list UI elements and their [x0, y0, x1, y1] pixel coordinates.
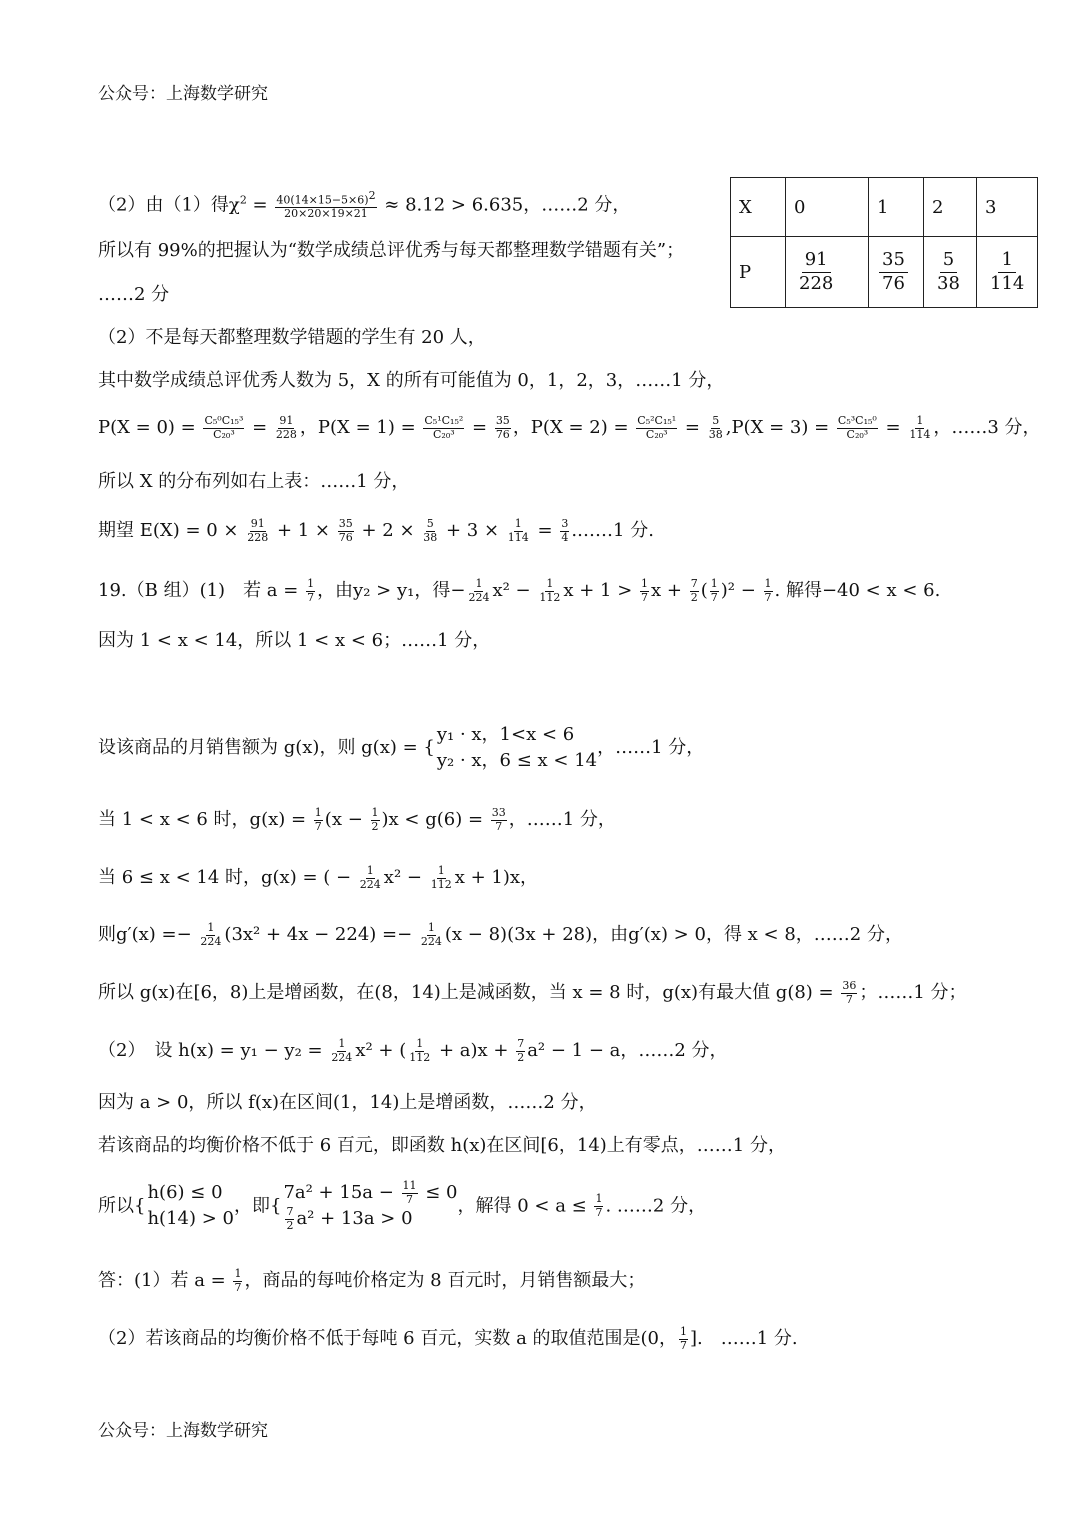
line-part2-h: （2） 设 h(x) = y₁ − y₂ = $\frac{1}{224}$ x² + ( $\frac{1}{112}$ + a)x + $\frac{7}{2}$ a² − 1 − a，……2 分，: [98, 1037, 728, 1064]
line-system: 所以{ h(6) ≤ 0 h(14) > 0 ，即{ 7a² + 15a − $\frac{11}{7}$ ≤ 0 $\frac{7}{2}$ a² + 13a > 0 ，解得 0 < a ≤ $\frac{1}{7}$ . ……2 分，: [98, 1179, 707, 1232]
line-piecewise: 设该商品的月销售额为 g(x)，则 g(x) = { y₁ · x，1<x < 6 y₂ · x，6 ≤ x < 14 ，……1 分，: [98, 724, 705, 772]
line-conclusion: 所以有 99%的把握认为“数学成绩总评优秀与每天都整理数学错题有关”；: [98, 240, 685, 261]
p-label: P: [731, 237, 786, 308]
line-case2: 当 6 ≤ x < 14 时，g(x) = ( − $\frac{1}{224}$ x² − $\frac{1}{112}$ x + 1)x，: [98, 864, 539, 891]
table-row-x: [731, 178, 1038, 237]
p-value: $\frac{1}{114}$: [977, 237, 1038, 308]
line-probabilities: P(X = 0) = $\frac{\text{C₅⁰C₁₅³}}{\text{C₂₀³}}$ = $\frac{91}{228}$ ，P(X = 1) = $\frac{\text{C₅¹C₁₅²}}{\text{C₂₀³}}$ = $\frac{35}{76}$ ，P(X = 2) = $\frac{\text{C₅²C₁₅¹}}{\text{C₂₀³}}$ = $\frac{5}{38}$ ,P(X = 3) = $\frac{\text{C₅³C₁₅⁰}}{\text{C₂₀³}}$ = $\frac{1}{114}$ ，……3 分，: [98, 414, 1041, 441]
line-score: ……2 分: [98, 284, 170, 305]
line-q19-part1: 19.（B 组）(1) 若 a = $\frac{1}{7}$ ，由y₂ > y₁，得− $\frac{1}{224}$ x² − $\frac{1}{112}$ x + 1 > $\frac{1}{7}$ x + $\frac{7}{2}$ ( $\frac{1}{7}$ )² − $\frac{1}{7}$ . 解得−40 < x < 6.: [98, 577, 941, 604]
footer-account: 公众号：上海数学研究: [98, 1421, 268, 1441]
line-chi-square: （2）由（1）得$\chi^2$ = $\frac{40(14\times 15-5\times 6)^2}{20\times 20\times 19\times 21}$ ≈ 8.12 > 6.635，……2 分，: [98, 189, 631, 221]
table-row-p: [731, 237, 1038, 308]
line-answer2: （2）若该商品的均衡价格不低于每吨 6 百元，实数 a 的取值范围是(0， $\frac{1}{7}$ ]. ……1 分.: [98, 1325, 798, 1352]
line-derivative: 则g′(x) =− $\frac{1}{224}$ (3x² + 4x − 224) =− $\frac{1}{224}$ (x − 8)(3x + 28)，由g′(x) > 0，得 x < 8，……2 分，: [98, 921, 903, 948]
x-value: 1: [869, 178, 924, 237]
p-value: $\frac{35}{76}$: [869, 237, 924, 308]
line-values: 其中数学成绩总评优秀人数为 5，X 的所有可能值为 0，1，2，3，……1 分，: [98, 370, 725, 391]
line-range: 因为 1 < x < 14，所以 1 < x < 6；……1 分，: [98, 630, 491, 651]
line-table-ref: 所以 X 的分布列如右上表：……1 分，: [98, 471, 410, 492]
x-value: 0: [786, 178, 869, 237]
line-case1: 当 1 < x < 6 时，g(x) = $\frac{1}{7}$ (x − $\frac{1}{2}$ )x < g(6) = $\frac{33}{7}$ ，……1 分，: [98, 806, 616, 833]
distribution-table: [730, 177, 1038, 308]
line-increasing: 因为 a > 0，所以 f(x)在区间(1，14)上是增函数，……2 分，: [98, 1092, 597, 1113]
x-value: 3: [977, 178, 1038, 237]
x-value: 2: [924, 178, 977, 237]
p-value: $\frac{91}{228}$: [786, 237, 869, 308]
line-answer1: 答：(1）若 a = $\frac{1}{7}$ ，商品的每吨价格定为 8 百元时，月销售额最大；: [98, 1267, 646, 1294]
line-students: （2）不是每天都整理数学错题的学生有 20 人，: [98, 327, 486, 348]
line-monotonic: 所以 g(x)在[6，8)上是增函数，在(8，14)上是减函数，当 x = 8 时，g(x)有最大值 g(8) = $\frac{36}{7}$ ；……1 分；: [98, 979, 967, 1006]
x-label: X: [731, 178, 786, 237]
line-zero: 若该商品的均衡价格不低于 6 百元，即函数 h(x)在区间[6，14)上有零点，……1 分，: [98, 1135, 786, 1156]
header-account: 公众号：上海数学研究: [98, 84, 268, 104]
line-expectation: 期望 E(X) = 0 × $\frac{91}{228}$ + 1 × $\frac{35}{76}$ + 2 × $\frac{5}{38}$ + 3 × $\frac{1}{114}$ = $\frac{3}{4}$ .……1 分.: [98, 517, 654, 544]
p-value: $\frac{5}{38}$: [924, 237, 977, 308]
